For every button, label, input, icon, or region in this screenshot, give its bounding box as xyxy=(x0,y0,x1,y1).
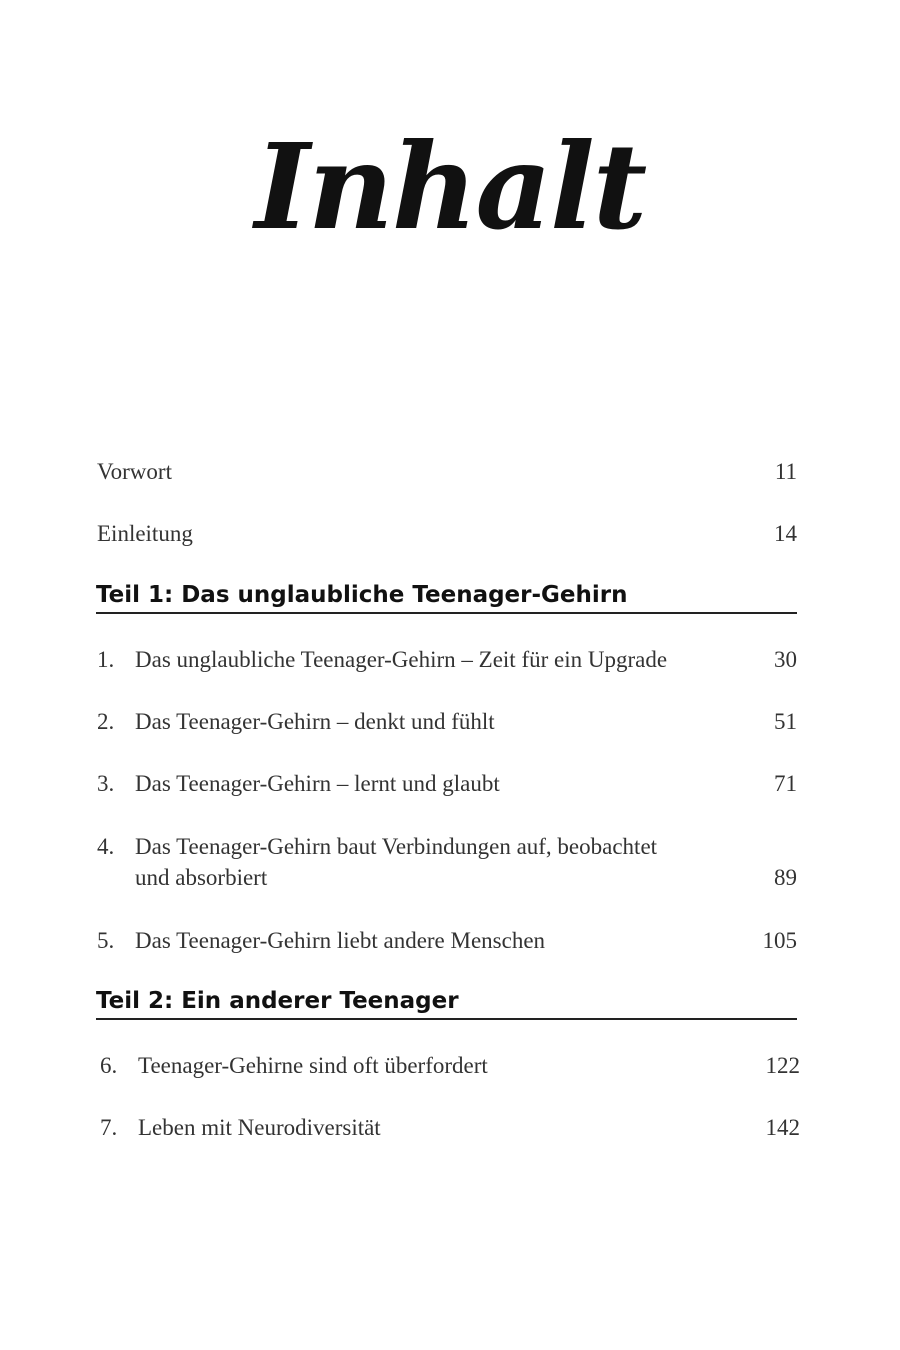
chapter-page: 105 xyxy=(762,928,797,953)
chapter-title: Teenager-Gehirne sind oft überfordert xyxy=(138,1053,488,1078)
chapter-page: 89 xyxy=(774,865,797,890)
chapter-number: 5. xyxy=(97,928,115,953)
toc-entry-page: 11 xyxy=(774,459,797,484)
chapter-number: 2. xyxy=(97,709,115,734)
toc-chapter-4 xyxy=(97,831,797,893)
chapter-title: Das Teenager-Gehirn – lernt und glaubt xyxy=(135,771,500,796)
chapter-page: 51 xyxy=(774,709,797,734)
chapter-page: 122 xyxy=(765,1053,800,1078)
chapter-number: 6. xyxy=(100,1053,118,1078)
chapter-title: Das unglaubliche Teenager-Gehirn – Zeit für ein Upgrade xyxy=(135,647,668,672)
part-heading-1: Teil 1: Das unglaubliche Teenager-Gehirn xyxy=(96,580,797,614)
part-heading-2: Teil 2: Ein anderer Teenager xyxy=(96,986,797,1020)
chapter-title-line-2: und absorbiert xyxy=(135,865,268,890)
chapter-title: Das Teenager-Gehirn liebt andere Menschen xyxy=(135,928,546,953)
toc-entry-label: Einleitung xyxy=(97,521,193,546)
chapter-title-line-1: Das Teenager-Gehirn baut Verbindungen auf, beobachtet xyxy=(135,834,658,859)
chapter-page: 142 xyxy=(765,1115,800,1140)
chapter-page: 30 xyxy=(774,647,797,672)
chapter-number: 4. xyxy=(97,834,115,859)
page-title: Inhalt xyxy=(254,117,646,256)
chapter-page: 71 xyxy=(774,771,797,796)
chapter-title: Leben mit Neurodiversität xyxy=(138,1115,381,1140)
chapter-number: 7. xyxy=(100,1115,118,1140)
chapter-number: 3. xyxy=(97,771,115,796)
chapter-number: 1. xyxy=(97,647,115,672)
toc-entry-label: Vorwort xyxy=(97,459,172,484)
chapter-title: Das Teenager-Gehirn – denkt und fühlt xyxy=(135,709,495,734)
toc-entry-page: 14 xyxy=(774,521,797,546)
